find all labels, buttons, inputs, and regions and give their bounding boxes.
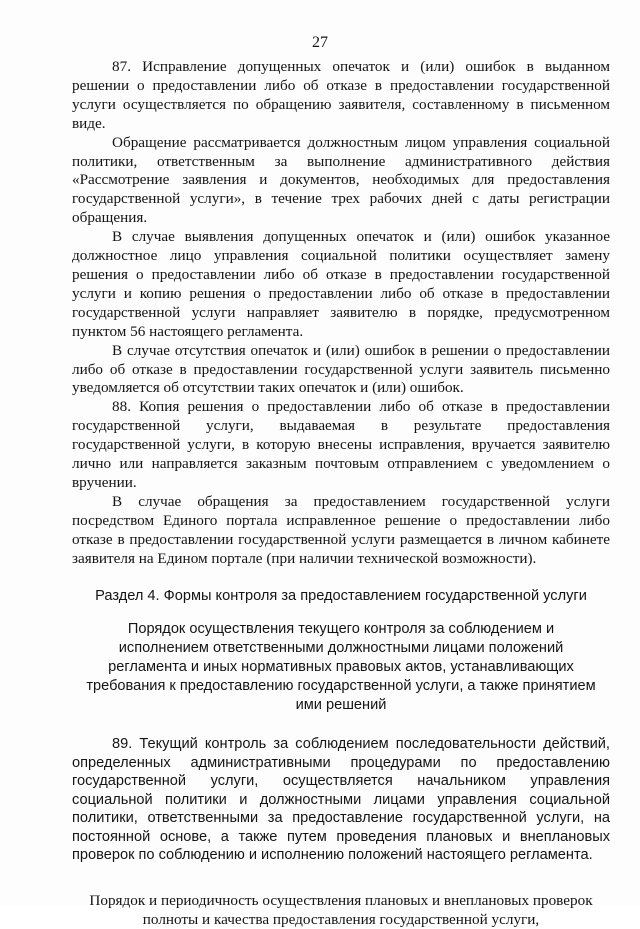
paragraph-89: 89. Текущий контроль за соблюдением последовательности действий, определенных административными процедурами по предоставлению государственной услуги, осуществляется начальником управления социальной политики и должностными лицами управления социальной политики, ответственными за предоставление государственной услуги, на постоянной основе, а также путем проведения плановых и внеплановых проверок по соблюдению и исполнению положений настоящего регламента. (72, 736, 610, 864)
paragraph-appeal-review: Обращение рассматривается должностным лицом управления социальной политики, ответственным за выполнение административного действия «Рассмотрение заявления и документов, необходимых для предоставления государственной услуги», в течение трех рабочих дней с даты регистрации обращения. (72, 133, 610, 227)
paragraph-88: 88. Копия решения о предоставлении либо об отказе в предоставлении государственной услуги, выдаваемая в результате предоставления государственной услуги, в которую внесены исправления, вручается заявителю лично или направляется заказным почтовым отправлением с уведомлением о вручении. (72, 398, 610, 491)
subsection-current-control-title: Порядок осуществления текущего контроля за соблюдением и исполнением ответственными должностными лицами положений регламента и иных нормативных правовых актов, устанавливающих требования к предоставлению государственной услуги, а также принятием ими решений (86, 621, 596, 714)
paragraph-87: 87. Исправление допущенных опечаток и (или) ошибок в выданном решении о предоставлении либо об отказе в предоставлении государственной услуги осуществляется по обращению заявителя, составленному в письменном виде. (72, 58, 610, 132)
paragraph-unified-portal: В случае обращения за предоставлением государственной услуги посредством Единого портала исправленное решение о предоставлении либо отказе в предоставлении государственной услуги размещается в личном кабинете заявителя на Едином портале (при наличии технической возможности). (72, 492, 610, 567)
section-4-title: Раздел 4. Формы контроля за предоставлением государственной услуги (95, 588, 587, 605)
paragraph-errors-found: В случае выявления допущенных опечаток и (или) ошибок указанное должностное лицо управления социальной политики осуществляет замену решения о предоставлении либо об отказе в предоставлении государственной услуги и копию решения о предоставлении либо об отказе в предоставлении государственной услуги направляет заявителю в порядке, предусмотренном пунктом 56 настоящего регламента. (72, 228, 610, 340)
page-number: 27 (312, 34, 328, 51)
subsection-inspections-title: Порядок и периодичность осуществления плановых и внеплановых проверок полноты и качества предоставления государственной услуги, (89, 891, 593, 928)
paragraph-no-errors: В случае отсутствия опечаток и (или) ошибок в решении о предоставлении либо об отказе в предоставлении государственной услуги заявитель письменно уведомляется об отсутствии таких опечаток и (или) ошибок. (72, 341, 610, 397)
page-content (72, 58, 610, 929)
